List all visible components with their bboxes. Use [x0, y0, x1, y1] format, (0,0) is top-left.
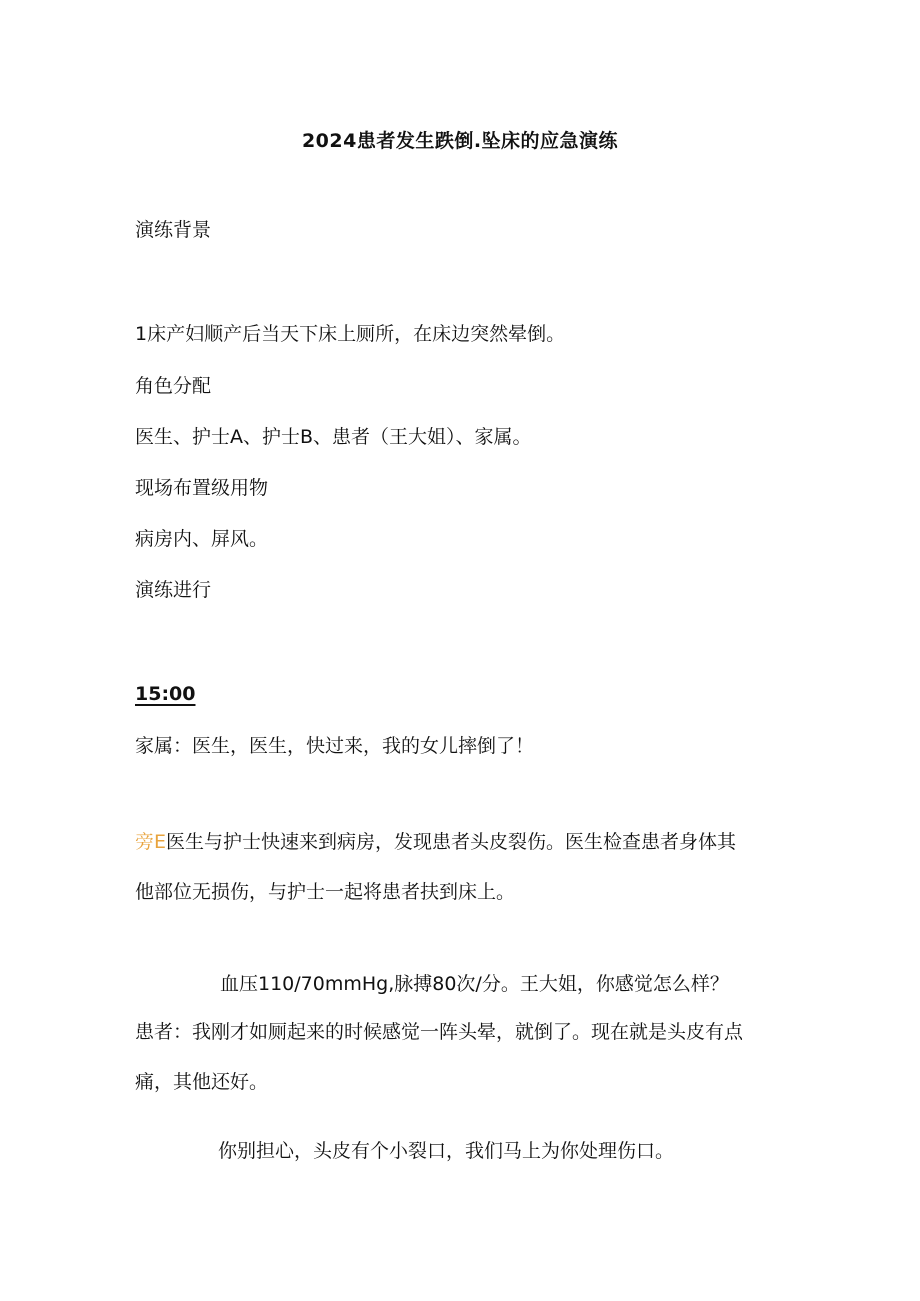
aside-paragraph-line-2: 他部位无损伤，与护士一起将患者扶到床上。 — [135, 881, 516, 903]
aside-paragraph-line-1 — [135, 828, 736, 856]
family-line: 家属：医生，医生，快过来，我的女儿摔倒了！ — [135, 735, 535, 757]
drill-time: 15:00 — [135, 683, 196, 705]
vitals-line: 血压110/70mmHg,脉搏80次/分。王大姐，你感觉怎么样？ — [220, 973, 729, 995]
background-heading: 演练背景 — [135, 219, 212, 241]
scene-text: 病房内、屏风。 — [135, 528, 269, 550]
patient-line-2: 痛，其他还好。 — [135, 1071, 269, 1093]
document-title: 2024患者发生跌倒.坠床的应急演练 — [301, 130, 619, 152]
drill-heading: 演练进行 — [135, 579, 212, 601]
roles-heading: 角色分配 — [135, 375, 212, 397]
background-text: 1床产妇顺产后当天下床上厕所，在床边突然晕倒。 — [135, 323, 566, 345]
roles-text: 医生、护士A、护士B、患者（王大姐）、家属。 — [135, 426, 532, 448]
aside-text-1: 医生与护士快速来到病房，发现患者头皮裂伤。医生检查患者身体其 — [166, 831, 737, 853]
reassure-line: 你别担心，头皮有个小裂口，我们马上为你处理伤口。 — [218, 1140, 675, 1162]
scene-heading: 现场布置级用物 — [135, 477, 269, 499]
patient-line-1: 患者：我刚才如厕起来的时候感觉一阵头晕，就倒了。现在就是头皮有点 — [135, 1021, 744, 1043]
aside-marker: 旁E — [135, 831, 167, 853]
